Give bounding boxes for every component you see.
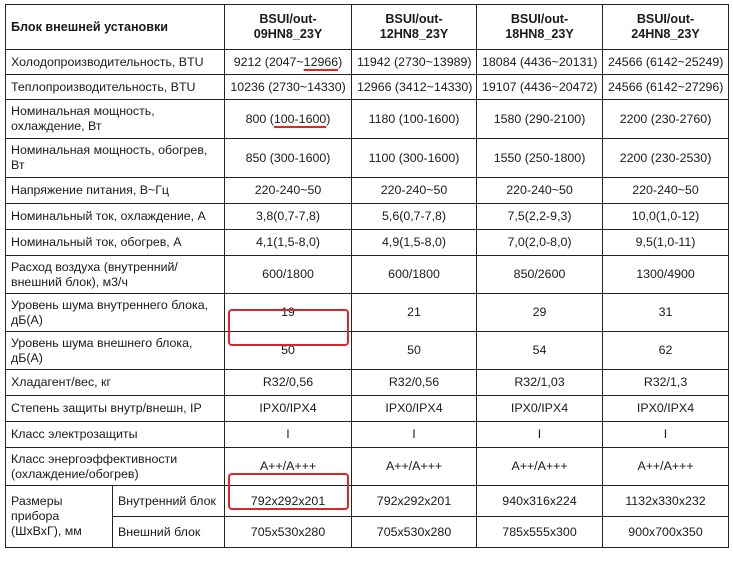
current-heating-row bbox=[6, 230, 729, 256]
model-header: BSUI/out- 09HN8_23Y bbox=[225, 5, 352, 50]
model-header: BSUI/out- 12HN8_23Y bbox=[352, 5, 477, 50]
row-value: IPX0/IPX4 bbox=[477, 396, 603, 422]
model-header: BSUI/out- 24HN8_23Y bbox=[603, 5, 729, 50]
row-value: R32/0,56 bbox=[225, 370, 352, 396]
row-value: 3,8(0,7-7,8) bbox=[225, 204, 352, 230]
row-value: 18084 (4436~20131) bbox=[477, 50, 603, 75]
row-value: 10,0(1,0-12) bbox=[603, 204, 729, 230]
row-value: 2200 (230-2530) bbox=[603, 139, 729, 178]
row-label: Расход воздуха (внутренний/ внешний блок), м3/ч bbox=[6, 256, 225, 294]
row-label: Хладагент/вес, кг bbox=[6, 370, 225, 396]
row-value: 19107 (4436~20472) bbox=[477, 75, 603, 100]
row-value: 220-240~50 bbox=[225, 178, 352, 204]
row-value: A++/A+++ bbox=[352, 448, 477, 486]
row-value: 220-240~50 bbox=[603, 178, 729, 204]
protection-row bbox=[6, 396, 729, 422]
row-value: 29 bbox=[477, 294, 603, 332]
underlined-value: 100-1600 bbox=[273, 111, 327, 126]
row-value: 5,6(0,7-7,8) bbox=[352, 204, 477, 230]
row-value: IPX0/IPX4 bbox=[352, 396, 477, 422]
row-value: 600/1800 bbox=[352, 256, 477, 294]
power-heating-row bbox=[6, 139, 729, 178]
row-value: 850/2600 bbox=[477, 256, 603, 294]
row-label: Уровень шума внутреннего блока, дБ(А) bbox=[6, 294, 225, 332]
row-value: 9212 (2047~12966) bbox=[225, 50, 352, 75]
row-value: 21 bbox=[352, 294, 477, 332]
row-label: Номинальный ток, обогрев, А bbox=[6, 230, 225, 256]
row-value: I bbox=[352, 422, 477, 448]
row-value: 220-240~50 bbox=[352, 178, 477, 204]
refrigerant-row bbox=[6, 370, 729, 396]
row-label: Номинальный ток, охлаждение, А bbox=[6, 204, 225, 230]
row-label: Степень защиты внутр/внешн, IP bbox=[6, 396, 225, 422]
row-value: 4,9(1,5-8,0) bbox=[352, 230, 477, 256]
row-value: IPX0/IPX4 bbox=[225, 396, 352, 422]
row-value: IPX0/IPX4 bbox=[603, 396, 729, 422]
row-value: 54 bbox=[477, 332, 603, 370]
row-value: A++/A+++ bbox=[603, 448, 729, 486]
row-value: 11942 (2730~13989) bbox=[352, 50, 477, 75]
row-value: 600/1800 bbox=[225, 256, 352, 294]
row-value: 10236 (2730~14330) bbox=[225, 75, 352, 100]
row-label: Холодопроизводительность, BTU bbox=[6, 50, 225, 75]
row-value: I bbox=[225, 422, 352, 448]
row-value: 220-240~50 bbox=[477, 178, 603, 204]
row-value: 24566 (6142~25249) bbox=[603, 50, 729, 75]
header-label: Блок внешней установки bbox=[6, 5, 225, 50]
row-value: I bbox=[477, 422, 603, 448]
row-label: Теплопроизводительность, BTU bbox=[6, 75, 225, 100]
model-header: BSUI/out- 18HN8_23Y bbox=[477, 5, 603, 50]
energy-class-row bbox=[6, 448, 729, 486]
airflow-row bbox=[6, 256, 729, 294]
row-label: Класс электрозащиты bbox=[6, 422, 225, 448]
row-sublabel: Внешний блок bbox=[113, 517, 225, 548]
row-value: 785x555x300 bbox=[477, 517, 603, 548]
row-value: 900x700x350 bbox=[603, 517, 729, 548]
electric-class-row bbox=[6, 422, 729, 448]
row-value: 705x530x280 bbox=[225, 517, 352, 548]
row-value: 940x316x224 bbox=[477, 486, 603, 517]
row-value: 1300/4900 bbox=[603, 256, 729, 294]
row-sublabel: Внутренний блок bbox=[113, 486, 225, 517]
row-value: 31 bbox=[603, 294, 729, 332]
row-label: Номинальная мощность, обогрев, Вт bbox=[6, 139, 225, 178]
row-label: Уровень шума внешнего блока, дБ(А) bbox=[6, 332, 225, 370]
row-value: 4,1(1,5-8,0) bbox=[225, 230, 352, 256]
cooling-capacity-row bbox=[6, 50, 729, 75]
row-value: 9,5(1,0-11) bbox=[603, 230, 729, 256]
header-row bbox=[6, 5, 729, 50]
row-value: 1580 (290-2100) bbox=[477, 100, 603, 139]
row-value: 7,5(2,2-9,3) bbox=[477, 204, 603, 230]
row-value: 1180 (100-1600) bbox=[352, 100, 477, 139]
row-value: A++/A+++ bbox=[225, 448, 352, 486]
dimensions-indoor-row bbox=[6, 486, 729, 517]
row-value: 1550 (250-1800) bbox=[477, 139, 603, 178]
row-value: A++/A+++ bbox=[477, 448, 603, 486]
row-value: R32/0,56 bbox=[352, 370, 477, 396]
underlined-value: 12966 bbox=[303, 54, 339, 69]
row-value: R32/1,03 bbox=[477, 370, 603, 396]
row-value: 705x530x280 bbox=[352, 517, 477, 548]
row-value: 1132x330x232 bbox=[603, 486, 729, 517]
row-value: 24566 (6142~27296) bbox=[603, 75, 729, 100]
voltage-row bbox=[6, 178, 729, 204]
row-value: 50 bbox=[352, 332, 477, 370]
row-value: 7,0(2,0-8,0) bbox=[477, 230, 603, 256]
row-label: Напряжение питания, В~Гц bbox=[6, 178, 225, 204]
noise-indoor-row bbox=[6, 294, 729, 332]
row-value: 19 bbox=[225, 294, 352, 332]
row-label: Класс энергоэффективности (охлаждение/обогрев) bbox=[6, 448, 225, 486]
row-value: I bbox=[603, 422, 729, 448]
row-label: Номинальная мощность, охлаждение, Вт bbox=[6, 100, 225, 139]
row-value: 2200 (230-2760) bbox=[603, 100, 729, 139]
row-value: 12966 (3412~14330) bbox=[352, 75, 477, 100]
heating-capacity-row bbox=[6, 75, 729, 100]
row-value: 792x292x201 bbox=[352, 486, 477, 517]
row-label: Размеры прибора (ШхВхГ), мм bbox=[6, 486, 113, 548]
row-value: 800 (100-1600) bbox=[225, 100, 352, 139]
noise-outdoor-row bbox=[6, 332, 729, 370]
row-value: R32/1,3 bbox=[603, 370, 729, 396]
row-value: 62 bbox=[603, 332, 729, 370]
spec-table bbox=[5, 4, 729, 548]
row-value: 792x292x201 bbox=[225, 486, 352, 517]
row-value: 1100 (300-1600) bbox=[352, 139, 477, 178]
row-value: 850 (300-1600) bbox=[225, 139, 352, 178]
current-cooling-row bbox=[6, 204, 729, 230]
dimensions-outdoor-row bbox=[6, 517, 729, 548]
row-value: 50 bbox=[225, 332, 352, 370]
power-cooling-row bbox=[6, 100, 729, 139]
